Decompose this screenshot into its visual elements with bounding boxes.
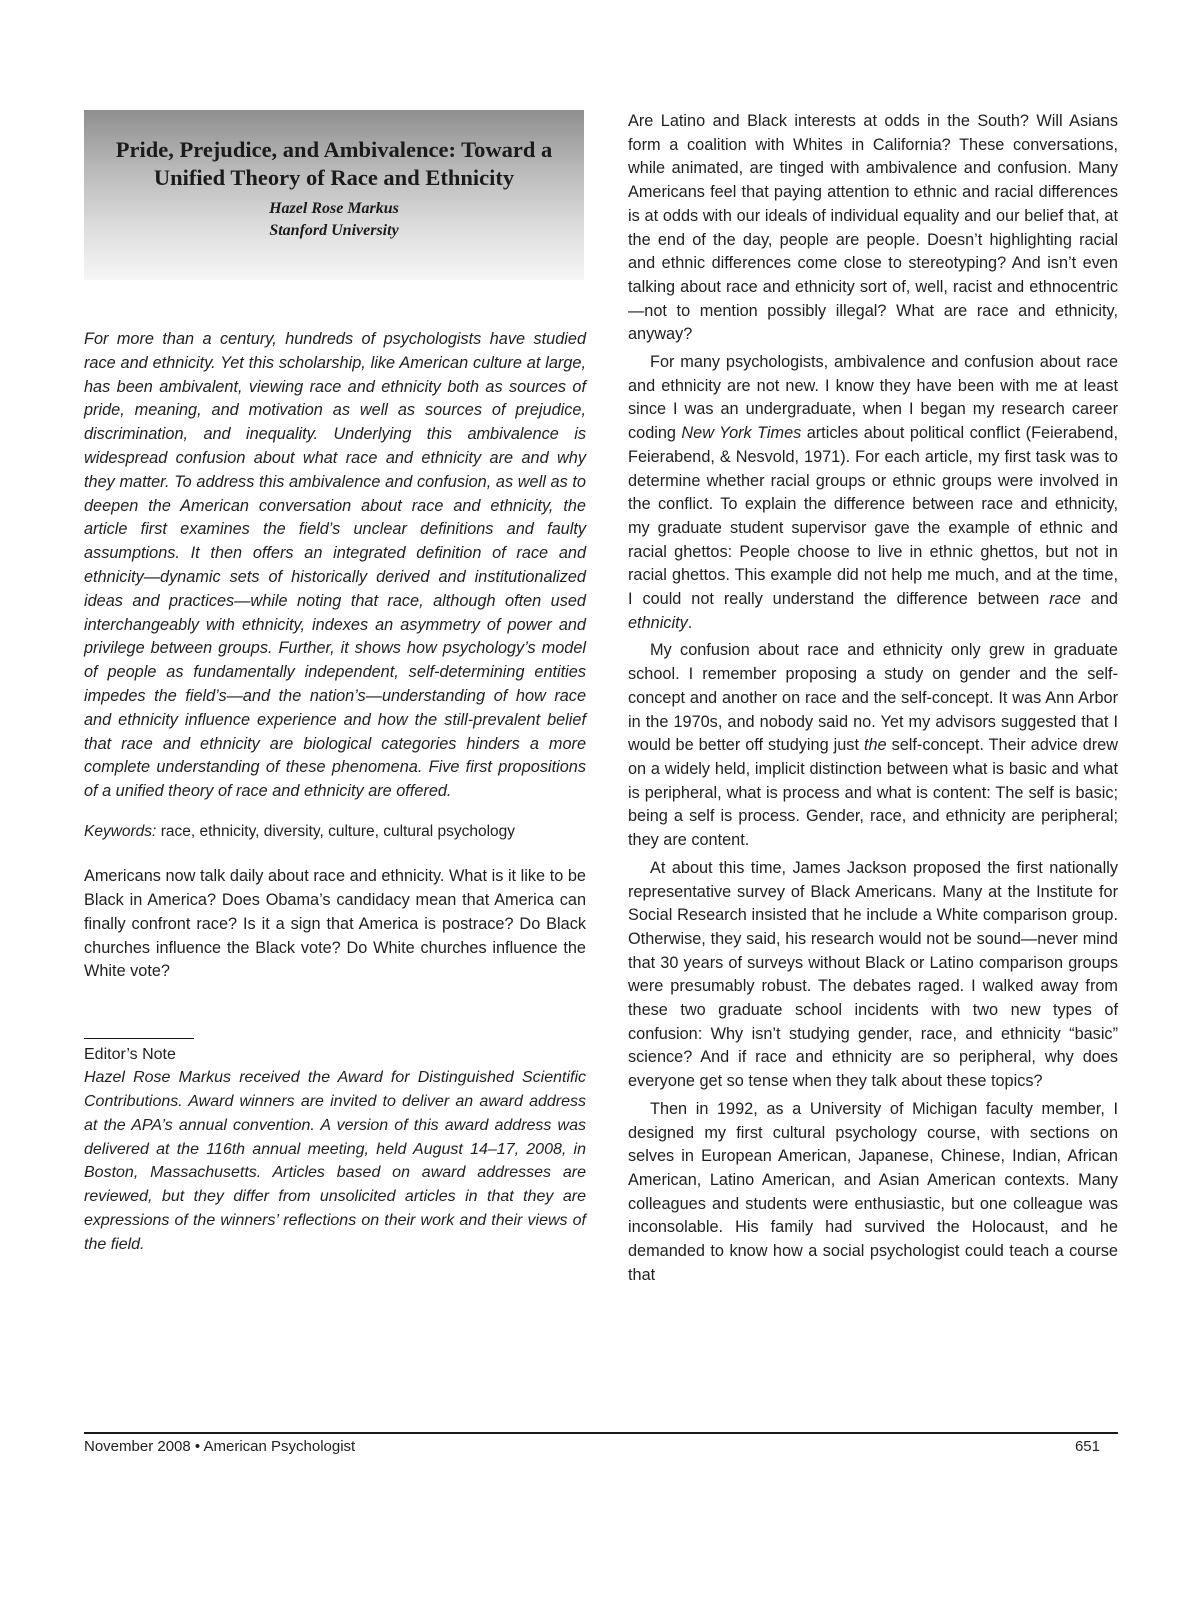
keywords-text: race, ethnicity, diversity, culture, cultural psychology [160, 823, 516, 841]
page-number: 651 [1074, 1438, 1100, 1455]
author-affiliation: Stanford University [269, 222, 399, 239]
title-block [84, 110, 584, 280]
p3-text-b: self-concept. Their advice drew on a widely held, implicit distinction between what is basic and what is peripheral, what is process and what is content: The self is basic; being a self is process. Gender, race, and ethnicity are peripheral; they are content. [628, 736, 1118, 850]
right-column [628, 110, 1118, 1287]
body-paragraph-2 [628, 351, 1118, 635]
title-line-1: Pride, Prejudice, and Ambivalence: Toward a [115, 137, 553, 162]
p3-italic-the: the [863, 736, 887, 755]
title-line-2: Unified Theory of Race and Ethnicity [153, 165, 515, 190]
p2-text-a: For many psychologists, ambivalence and confusion about race and ethnicity are not new. I know they have been with me at least since I was an undergraduate, when I began my research career coding [628, 353, 1118, 443]
p2-text-d: . [687, 613, 693, 632]
editors-note-heading: Editor’s Note [84, 1046, 176, 1064]
article-title [84, 136, 584, 192]
abstract: For more than a century, hundreds of psychologists have studied race and ethnicity. Yet this scholarship, like American culture at large, has been ambivalent, viewing race and ethnicity both as sources of pride, meaning, and motivation as well as sources of prejudice, discrimination, and inequality. Underlying this ambivalence is widespread confusion about what race and ethnicity are and why they matter. To address this ambivalence and confusion, as well as to deepen the American conversation about race and ethnicity, the article first examines the field’s unclear definitions and faulty assumptions. It then offers an integrated definition of race and ethnicity—dynamic sets of historically derived and institutionalized ideas and practices—while noting that race, although often used interchangeably with ethnicity, indexes an asymmetry of power and privilege between groups. Further, it shows how psychology’s model of people as fundamentally independent, self-determining entities impedes the field’s—and the nation’s—understanding of how race and ethnicity influence experience and how the still-prevalent belief that race and ethnicity are biological categories hinders a more complete understanding of these phenomena. Five first propositions of a unified theory of race and ethnicity are offered. [84, 330, 586, 801]
author-name: Hazel Rose Markus [269, 200, 399, 217]
body-paragraph-1: Are Latino and Black interests at odds in the South? Will Asians form a coalition with Whites in California? These conversations, while animated, are tinged with ambivalence and confusion. Many Americans feel that paying attention to ethnic and racial differences is at odds with our ideals of individual equality and our belief that, at the end of the day, people are people. Doesn’t highlighting racial and ethnic differences come close to stereotyping? And isn’t even talking about race and ethnicity sort of, well, racist and ethnocentric—not to mention possibly illegal? What are race and ethnicity, anyway? [628, 112, 1118, 344]
footer-journal-info: November 2008 • American Psychologist [84, 1438, 356, 1455]
footnote-divider [84, 1038, 194, 1039]
body-paragraph-5: Then in 1992, as a University of Michigan faculty member, I designed my first cultural psychology course, with sections on selves in European American, Japanese, Chinese, Indian, African American, Latino American, and Asian American contexts. Many colleagues and students were enthusiastic, but one colleague was inconsolable. His family had survived the Holocaust, and he demanded to know how a social psychologist could teach a course that [628, 1099, 1118, 1284]
p2-text-b: articles about political conflict (Feierabend, Feierabend, & Nesvold, 1971). For each article, my first task was to determine whether racial groups or ethnic groups were involved in the conflict. To explain the difference between race and ethnicity, my graduate student supervisor gave the example of ethnic and racial ghettos: People choose to live in ethnic ghettos, but not in racial ghettos. This example did not help me much, and at the time, I could not really understand the difference between [628, 424, 1118, 609]
p2-italic-ethnicity: ethnicity [628, 613, 688, 632]
p2-italic-newspaper: New York Times [681, 424, 802, 443]
p2-text-c: and [1080, 590, 1118, 609]
footer-divider [84, 1432, 1118, 1434]
left-column [84, 110, 586, 1257]
keywords-label: Keywords: [84, 823, 157, 841]
body-paragraph-3 [628, 639, 1118, 852]
intro-paragraph: Americans now talk daily about race and ethnicity. What is it like to be Black in America? Does Obama’s candidacy mean that America can finally confront race? Is it a sign that America is postrace? Do Black churches influence the Black vote? Do White churches influence the White vote? [84, 867, 586, 981]
keywords [84, 820, 586, 843]
p2-italic-race: race [1049, 590, 1081, 609]
p3-text-a: My confusion about race and ethnicity only grew in graduate school. I remember proposing a study on gender and the self-concept and another on race and the self-concept. It was Ann Arbor in the 1970s, and nobody said no. Yet my advisors suggested that I would be better off studying just [628, 641, 1118, 755]
body-paragraph-4: At about this time, James Jackson proposed the first nationally representative survey of Black Americans. Many at the Institute for Social Research insisted that he include a White comparison group. Otherwise, they said, his research would not be sound—never mind that 30 years of surveys without Black or Latino comparison groups were presumably robust. The debates raged. I walked away from these two graduate school incidents with two new types of confusion: Why isn’t studying gender, race, and ethnicity “basic” science? And if race and ethnicity are so peripheral, why does everyone get so tense when they talk about these topics? [628, 858, 1118, 1091]
editors-note-text: Hazel Rose Markus received the Award for Distinguished Scientific Contributions. Award winners are invited to deliver an award address at the APA’s annual convention. A version of this award address was delivered at the 116th annual meeting, held August 14–17, 2008, in Boston, Massachusetts. Articles based on award addresses are reviewed, but they differ from unsolicited articles in that they are expressions of the winners’ reflections on their work and their views of the field. [84, 1069, 586, 1253]
